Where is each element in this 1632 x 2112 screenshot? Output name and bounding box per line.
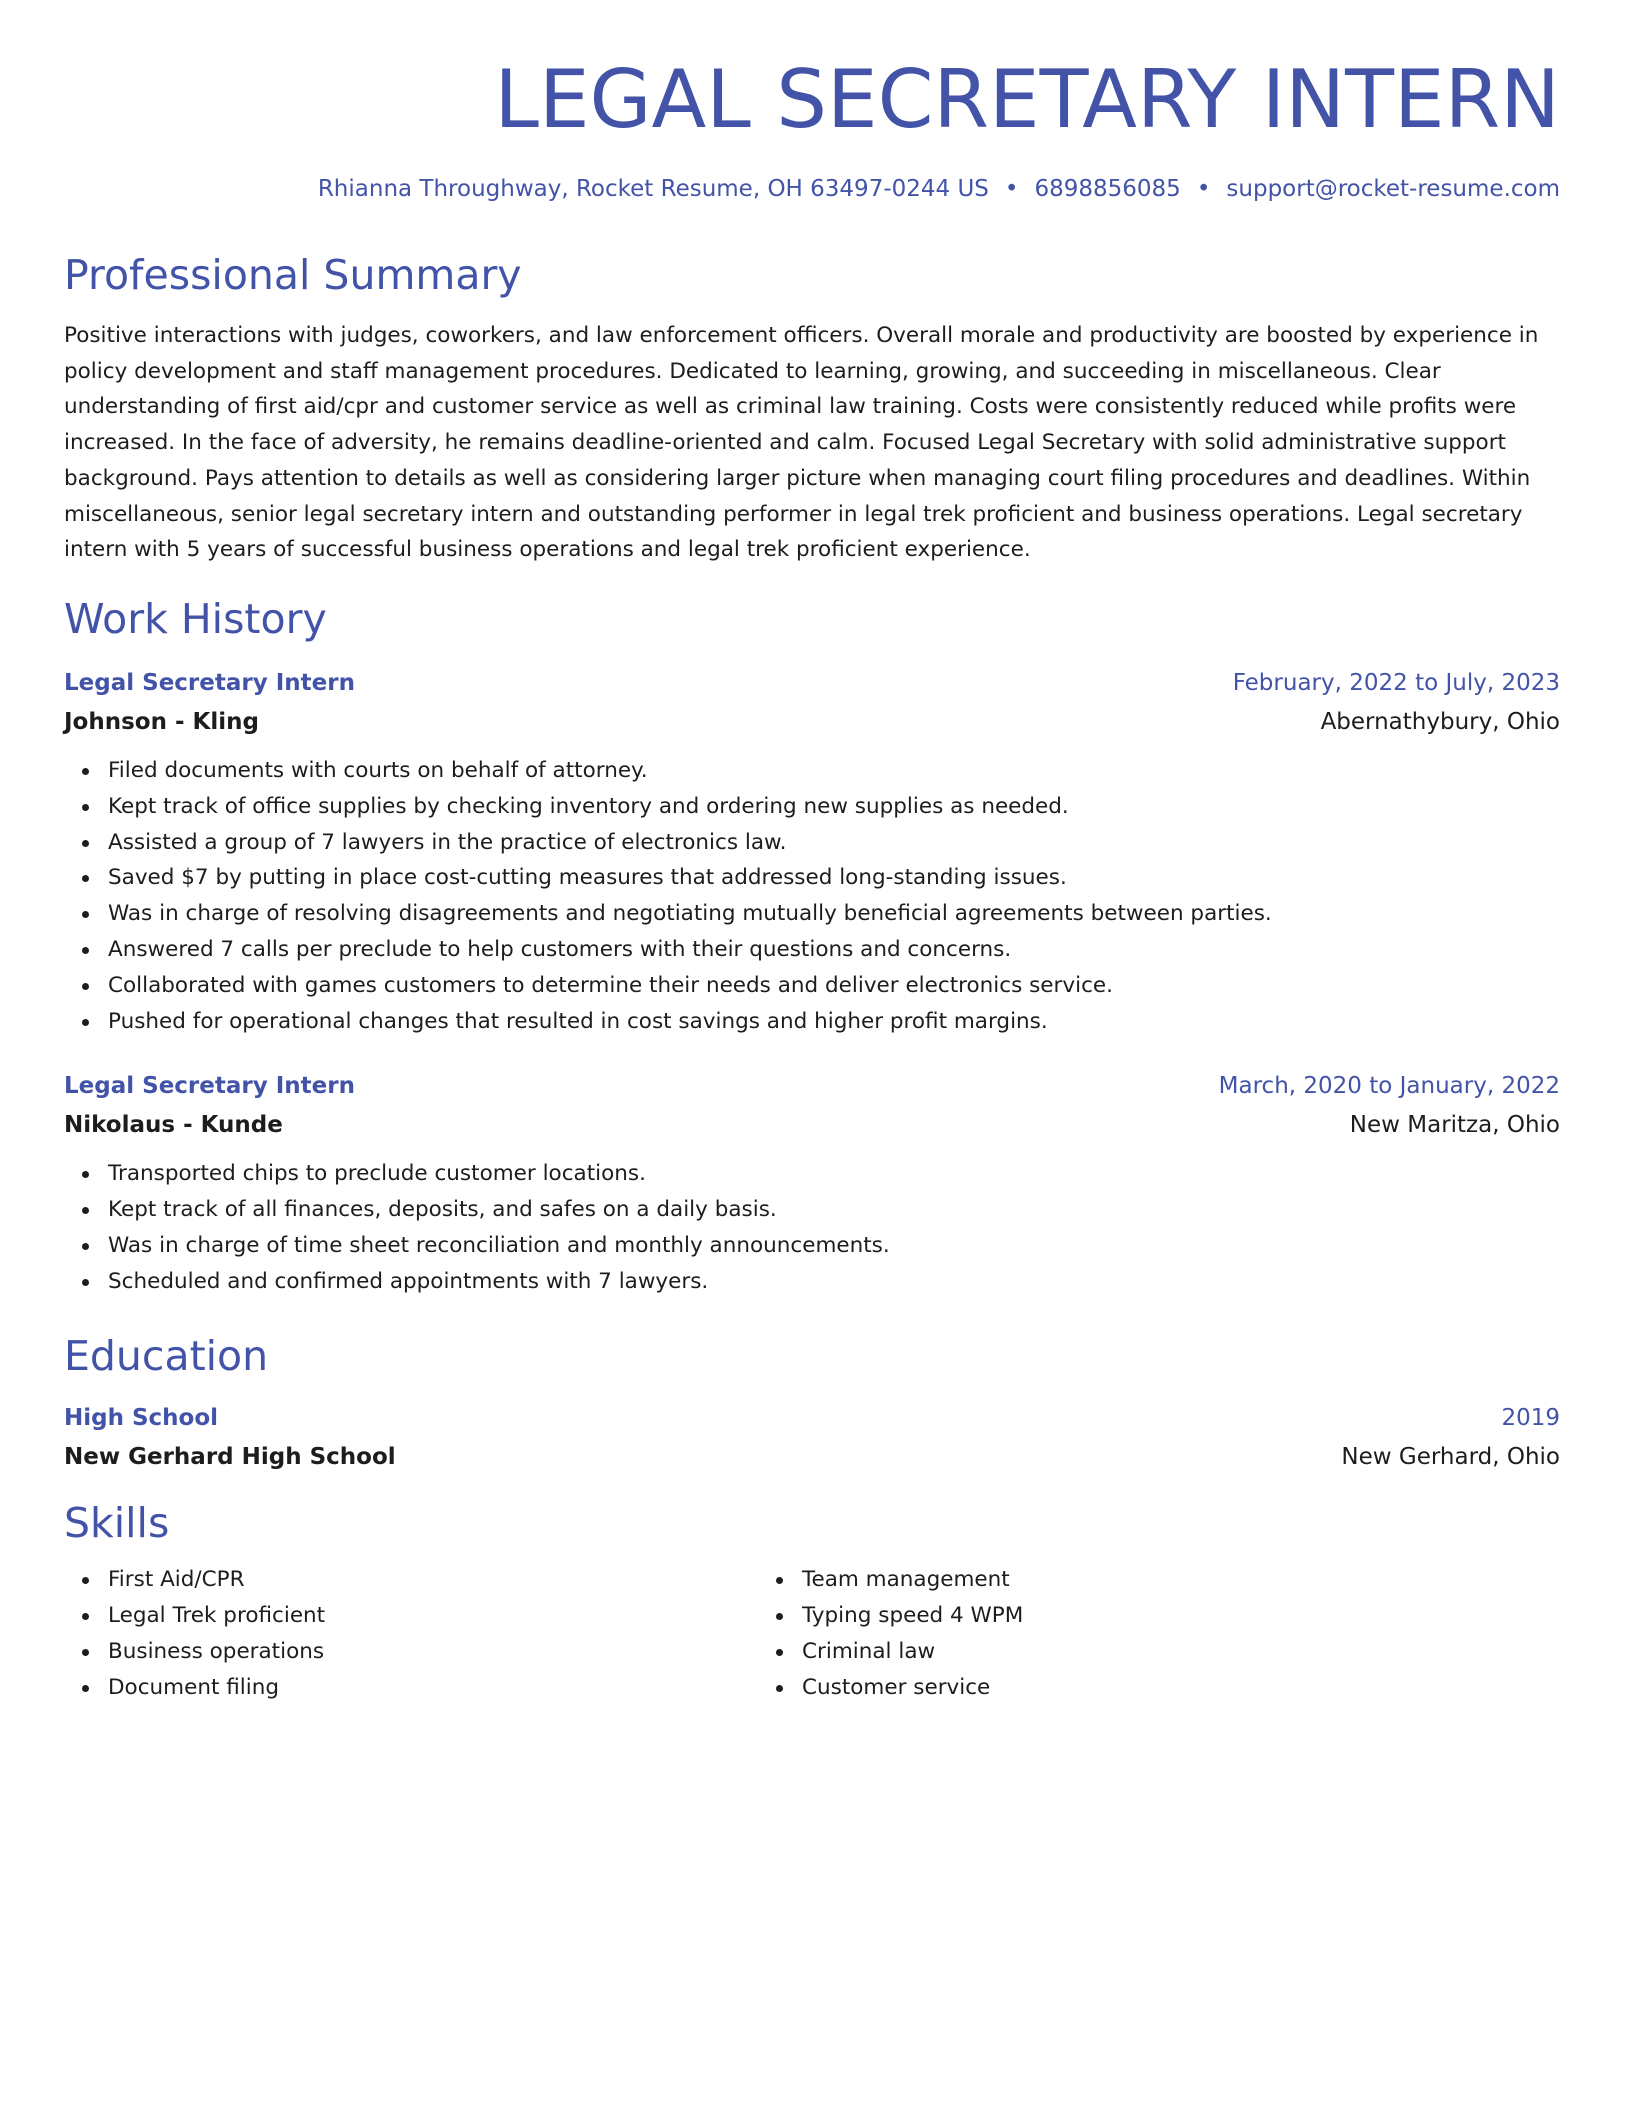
job-entry — [64, 1071, 1560, 1299]
skill-item: Typing speed 4 WPM — [802, 1598, 1516, 1634]
contact-line — [64, 174, 1560, 204]
education-location: New Gerhard, Ohio — [1341, 1444, 1560, 1471]
section-title-summary: Professional Summary — [64, 251, 522, 299]
job-employer: Johnson - Kling — [64, 708, 259, 735]
section-title-work-history: Work History — [64, 594, 327, 643]
summary-text: Positive interactions with judges, coworkers, and law enforcement officers. Overall morale and productivity are boosted by experience in policy development and staff management procedures. Dedicated to learning, growing, and succeeding in miscellaneous. Clear understanding of first aid/cpr and customer service as well as criminal law training. Costs were consistently reduced while profits were increased. In the face of adversity, he remains deadline-oriented and calm. Focused Legal Secretary with solid administrative support background. Pays attention to details as well as considering larger picture when managing court filing procedures and deadlines. Within miscellaneous, senior legal secretary intern and outstanding performer in legal trek proficient and business operations. Legal secretary intern with 5 years of successful business operations and legal trek proficient experience. — [64, 323, 1539, 563]
job-employer: Nikolaus - Kunde — [64, 1112, 283, 1139]
resume-title: LEGAL SECRETARY INTERN — [494, 53, 1560, 146]
list-item: Kept track of all finances, deposits, and safes on a daily basis. — [108, 1192, 1560, 1228]
job-bullets — [64, 753, 1560, 1039]
job-entry — [64, 668, 1560, 1039]
education-entry — [64, 1403, 1560, 1472]
list-item: Transported chips to preclude customer locations. — [108, 1156, 1560, 1192]
skill-item: Business operations — [108, 1634, 758, 1670]
education-degree: High School — [64, 1405, 219, 1432]
contact-email: support@rocket-resume.com — [1226, 176, 1560, 202]
list-item: Was in charge of resolving disagreements and negotiating mutually beneficial agreements between parties. — [108, 896, 1560, 932]
skill-item: Team management — [802, 1562, 1516, 1598]
list-item: Saved $7 by putting in place cost-cutting measures that addressed long-standing issues. — [108, 860, 1560, 896]
skills-column-right — [758, 1562, 1516, 1705]
job-bullets — [64, 1156, 1560, 1299]
skills-column-left — [64, 1562, 758, 1705]
list-item: Assisted a group of 7 lawyers in the practice of electronics law. — [108, 825, 1560, 861]
list-item: Scheduled and confirmed appointments with 7 lawyers. — [108, 1264, 1560, 1300]
job-location: Abernathybury, Ohio — [1320, 708, 1560, 735]
list-item: Was in charge of time sheet reconciliation and monthly announcements. — [108, 1228, 1560, 1264]
contact-separator: • — [1196, 176, 1211, 202]
skill-item: First Aid/CPR — [108, 1562, 758, 1598]
skill-item: Legal Trek proficient — [108, 1598, 758, 1634]
skill-item: Document filing — [108, 1670, 758, 1706]
list-item: Answered 7 calls per preclude to help customers with their questions and concerns. — [108, 932, 1560, 968]
job-title: Legal Secretary Intern — [64, 669, 355, 696]
job-location: New Maritza, Ohio — [1349, 1112, 1560, 1139]
education-school: New Gerhard High School — [64, 1444, 396, 1471]
job-dates: March, 2020 to January, 2022 — [1218, 1073, 1560, 1100]
contact-separator: • — [1004, 176, 1019, 202]
contact-phone: 6898856085 — [1034, 176, 1181, 202]
skills-list — [64, 1562, 1560, 1705]
resume-page — [64, 50, 1560, 1706]
skill-item: Criminal law — [802, 1634, 1516, 1670]
education-year: 2019 — [1501, 1405, 1560, 1432]
list-item: Kept track of office supplies by checking inventory and ordering new supplies as needed. — [108, 789, 1560, 825]
skill-item: Customer service — [802, 1670, 1516, 1706]
list-item: Pushed for operational changes that resulted in cost savings and higher profit margins. — [108, 1004, 1560, 1040]
section-title-education: Education — [64, 1332, 269, 1381]
contact-address: Rhianna Throughway, Rocket Resume, OH 63497-0244 US — [317, 176, 989, 202]
list-item: Filed documents with courts on behalf of attorney. — [108, 753, 1560, 789]
job-title: Legal Secretary Intern — [64, 1073, 355, 1100]
list-item: Collaborated with games customers to determine their needs and deliver electronics service. — [108, 968, 1560, 1004]
job-dates: February, 2022 to July, 2023 — [1232, 669, 1560, 696]
section-title-skills: Skills — [64, 1499, 170, 1548]
